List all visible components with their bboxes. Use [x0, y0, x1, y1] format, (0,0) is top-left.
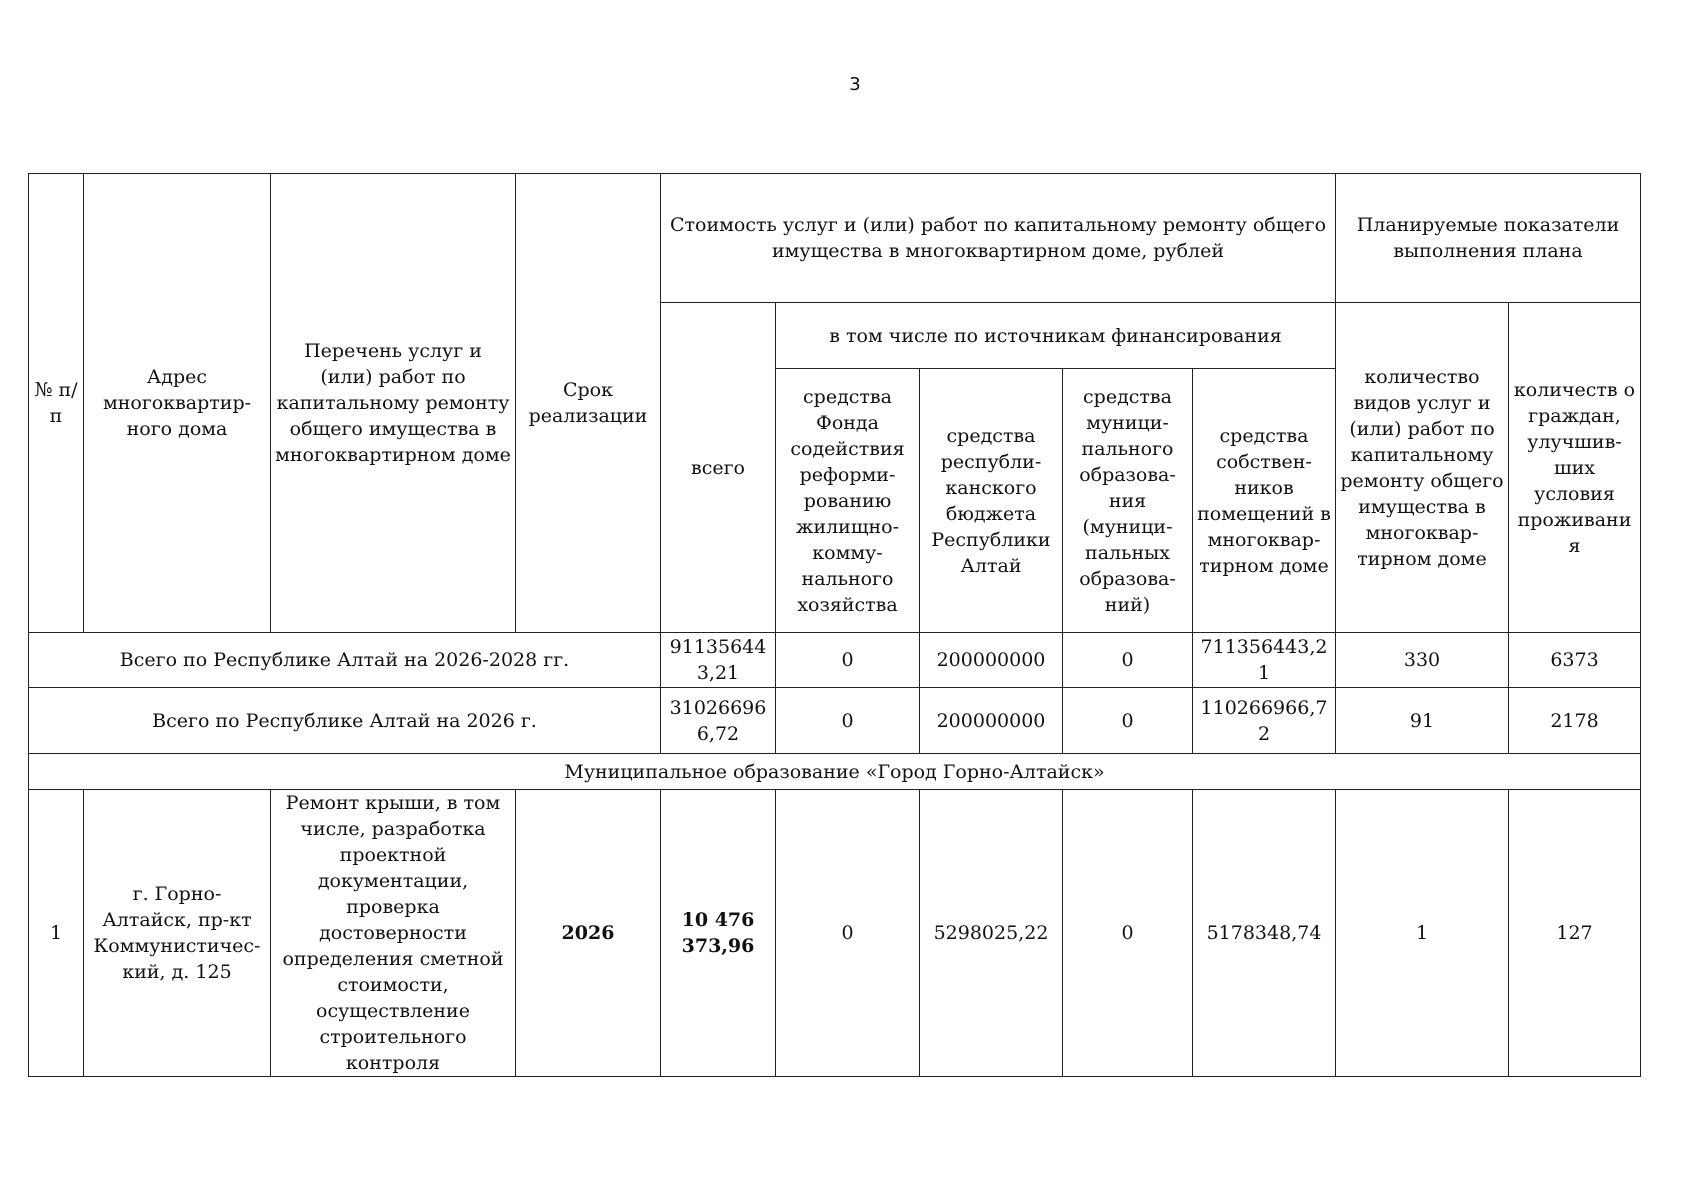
total-republic: 200000000 — [920, 688, 1063, 754]
total-fund: 0 — [776, 633, 920, 688]
header-cost-group: Стоимость услуг и (или) работ по капитальному ремонту общего имущества в многоквартирном доме, рублей — [661, 174, 1336, 303]
row-term: 2026 — [516, 790, 661, 1077]
row-citizens-count: 127 — [1509, 790, 1641, 1077]
total-works-count: 330 — [1336, 633, 1509, 688]
row-services: Ремонт крыши, в том числе, разработка проектной документации, проверка достоверности определения сметной стоимости, осуществление строительного контроля — [271, 790, 516, 1077]
total-label: Всего по Республике Алтай на 2026 г. — [29, 688, 661, 754]
row-owners: 5178348,74 — [1193, 790, 1336, 1077]
header-citizens-count: количеств о граждан, улучшив-ших условия проживани я — [1509, 303, 1641, 633]
total-row-2026-2028 — [29, 633, 1641, 688]
total-sum: 310266966,72 — [661, 688, 776, 754]
total-municipal: 0 — [1063, 633, 1193, 688]
total-owners: 110266966,72 — [1193, 688, 1336, 754]
total-republic: 200000000 — [920, 633, 1063, 688]
header-row-1 — [29, 174, 1641, 303]
row-republic: 5298025,22 — [920, 790, 1063, 1077]
row-total: 10 476 373,96 — [661, 790, 776, 1077]
municipality-title: Муниципальное образование «Город Горно-Алтайск» — [29, 754, 1641, 790]
header-works-count: количество видов услуг и (или) работ по капитальному ремонту общего имущества в многоквар-тирном доме — [1336, 303, 1509, 633]
header-term: Срок реализации — [516, 174, 661, 633]
total-fund: 0 — [776, 688, 920, 754]
header-num: № п/п — [29, 174, 84, 633]
header-municipal: средства муници-пального образова-ния (муници-пальных образова-ний) — [1063, 369, 1193, 633]
header-plan-group: Планируемые показатели выполнения плана — [1336, 174, 1641, 303]
header-owners: средства собствен-ников помещений в многоквар-тирном доме — [1193, 369, 1336, 633]
table-row — [29, 790, 1641, 1077]
header-services: Перечень услуг и (или) работ по капитальному ремонту общего имущества в многоквартирном доме — [271, 174, 516, 633]
page-number: 3 — [849, 74, 861, 95]
row-address: г. Горно-Алтайск, пр-кт Коммунистичес-кий, д. 125 — [84, 790, 271, 1077]
header-total: всего — [661, 303, 776, 633]
header-address: Адрес многоквартир-ного дома — [84, 174, 271, 633]
row-num: 1 — [29, 790, 84, 1077]
header-republic: средства республи-канского бюджета Республики Алтай — [920, 369, 1063, 633]
capital-repair-plan-table — [28, 173, 1641, 1077]
header-sources-group: в том числе по источникам финансирования — [776, 303, 1336, 369]
total-municipal: 0 — [1063, 688, 1193, 754]
total-works-count: 91 — [1336, 688, 1509, 754]
total-owners: 711356443,21 — [1193, 633, 1336, 688]
municipality-row — [29, 754, 1641, 790]
row-works-count: 1 — [1336, 790, 1509, 1077]
total-sum: 911356443,21 — [661, 633, 776, 688]
total-citizens-count: 2178 — [1509, 688, 1641, 754]
total-row-2026 — [29, 688, 1641, 754]
row-municipal: 0 — [1063, 790, 1193, 1077]
total-citizens-count: 6373 — [1509, 633, 1641, 688]
row-fund: 0 — [776, 790, 920, 1077]
total-label: Всего по Республике Алтай на 2026-2028 гг. — [29, 633, 661, 688]
header-fund: средства Фонда содействия реформи-рованию жилищно-комму-нального хозяйства — [776, 369, 920, 633]
